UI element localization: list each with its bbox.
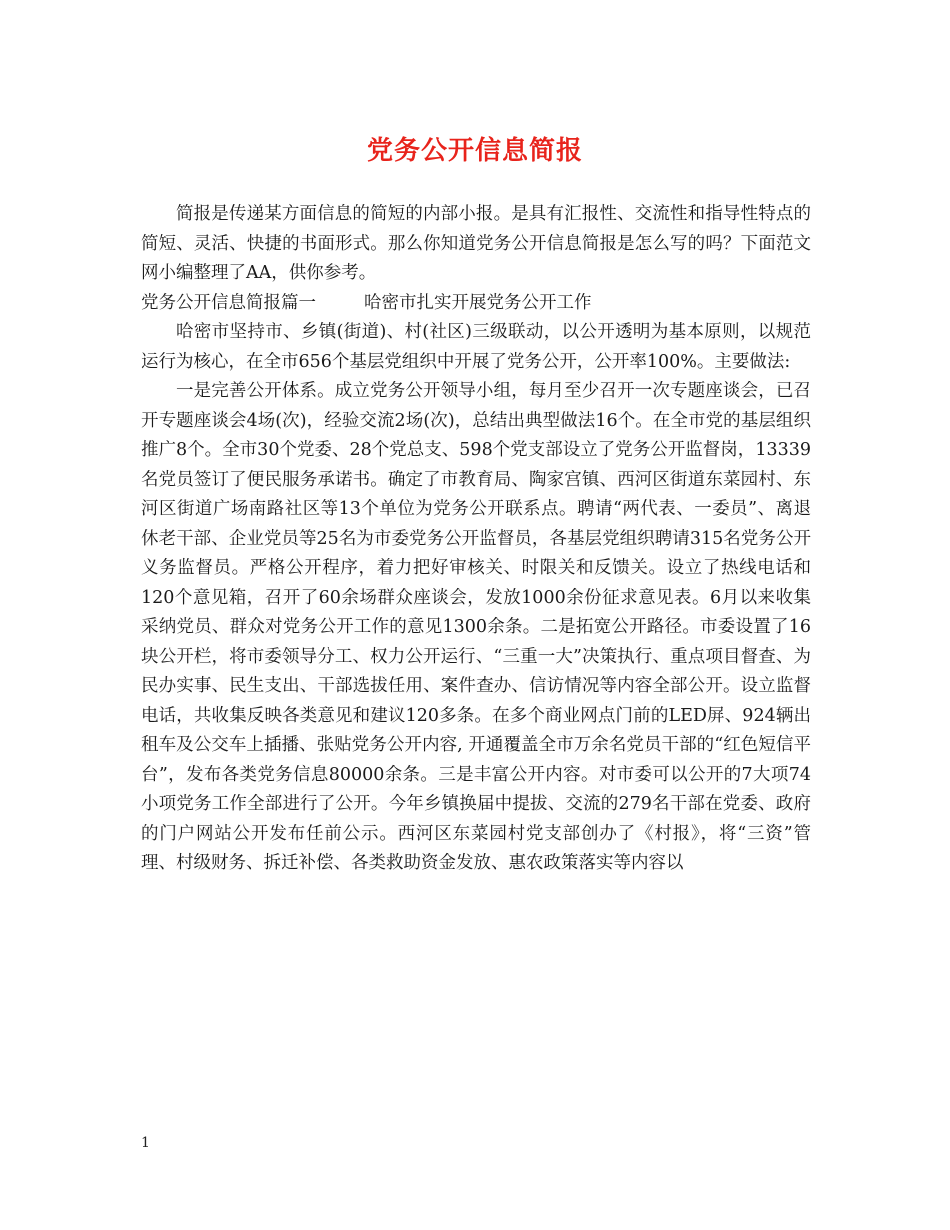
document-title: 党务公开信息简报 (366, 136, 583, 166)
page-number: 1 (141, 1135, 150, 1151)
body-paragraph-2: 一是完善公开体系。成立党务公开领导小组，每月至少召开一次专题座谈会，已召开专题座谈会4场(次)，经验交流2场(次)，总结出典型做法16个。在全市党的基层组织推广8个。全市30个党委、28个党总支、598个党支部设立了党务公开监督岗，13339名党员签订了便民服务承诺书。确定了市教育局、陶家宫镇、西河区街道东菜园村、东河区街道广场南路社区等13个单位为党务公开联系点。聘请“两代表、一委员”、离退休老干部、企业党员等25名为市委党务公开监督员，各基层党组织聘请315名党务公开义务监督员。严格公开程序，着力把好审核关、时限关和反馈关。设立了热线电话和120个意见箱，召开了60余场群众座谈会，发放1000余份征求意见表。6月以来收集采纳党员、群众对党务公开工作的意见1300余条。二是拓宽公开路径。市委设置了16块公开栏，将市委领导分工、权力公开运行、“三重一大”决策执行、重点项目督查、为民办实事、民生支出、干部选拔任用、案件查办、信访情况等内容全部公开。设立监督电话，共收集反映各类意见和建议120多条。在多个商业网点门前的LED屏、924辆出租车及公交车上插播、张贴党务公开内容, 开通覆盖全市万余名党员干部的“红色短信平台”，发布各类党务信息80000余条。三是丰富公开内容。对市委可以公开的7大项74小项党务工作全部进行了公开。今年乡镇换届中提拔、交流的279名干部在党委、政府的门户网站公开发布任前公示。西河区东菜园村党支部创办了《村报》，将“三资”管理、村级财务、拆迁补偿、各类救助资金发放、惠农政策落实等内容以 (141, 381, 811, 873)
section-heading (141, 289, 811, 319)
document-body (141, 200, 811, 879)
section-heading-subtitle: 哈密市扎实开展党务公开工作 (364, 292, 592, 313)
body-paragraph-1: 哈密市坚持市、乡镇(街道)、村(社区)三级联动，以公开透明为基本原则，以规范运行为核心，在全市656个基层党组织中开展了党务公开，公开率100%。主要做法: (141, 322, 811, 372)
section-heading-label: 党务公开信息简报篇一 (141, 292, 316, 313)
intro-paragraph: 简报是传递某方面信息的简短的内部小报。是具有汇报性、交流性和指导性特点的简短、灵活、快捷的书面形式。那么你知道党务公开信息简报是怎么写的吗？下面范文网小编整理了AA，供你参考。 (141, 204, 811, 283)
